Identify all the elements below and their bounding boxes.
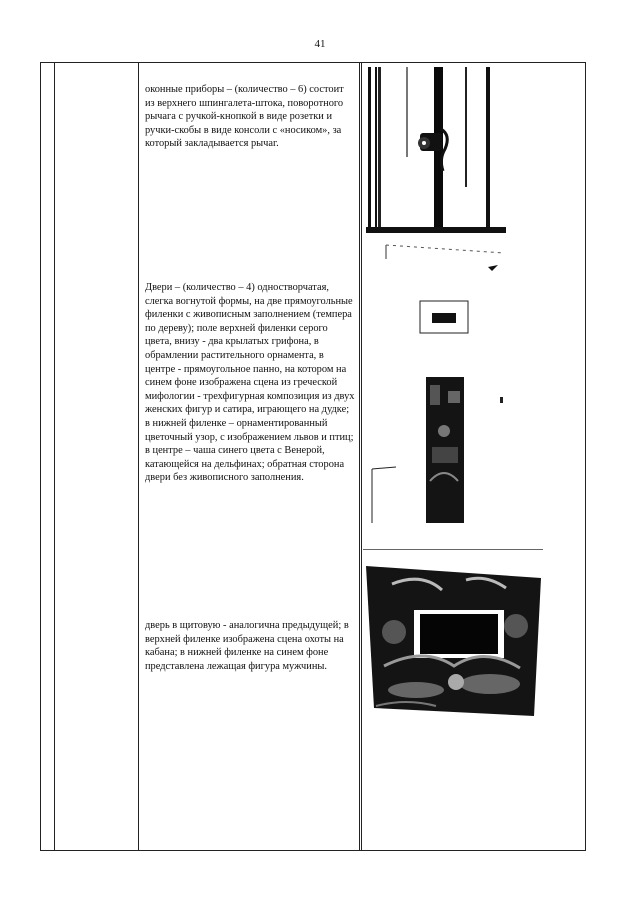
painted-door-photo [366,241,506,523]
table-divider [138,63,139,850]
switchboard-door-photo [366,566,541,716]
switchboard-door-description: дверь в щитовую - аналогична предыдущей; в верхней филенке изображена сцена охоты на кабана; в нижней филенке на синем фоне представлена лежащая фигура мужчины. [145,620,349,672]
table-divider [54,63,55,850]
window-fittings-photo [366,67,506,233]
page-number: 41 [314,38,326,50]
table-divider [359,63,360,850]
window-fittings-description: оконные приборы – (количество – 6) состоит из верхнего шпингалета-штока, поворотного рычага с ручкой-кнопкой в виде розетки и ручки-скобы в виде консоли с «носиком», за который закладывается рычаг. [145,84,344,150]
inventory-table [40,62,586,851]
doors-description: Двери – (количество – 4) одностворчатая, слегка вогнутой формы, на две прямоугольные филенки с живописным заполнением (темпера по дереву); поле верхней филенки серого цвета, внизу - два крылатых грифона, в обрамлении растительного орнамента, в центре - прямоугольное панно, на котором на синем фоне изображена сцена из греческой мифологии - трехфигурная композиция из двух женских фигур и сатира, играющего на дудке; в нижней филенке – орнаментированный цветочный узор, с изображением львов и птиц; в центре – чаша синего цвета с Венерой, катающейся на дельфинах; обратная сторона двери без живописного заполнения. [145,282,355,484]
photo-separator [363,549,543,550]
table-divider [361,63,362,850]
